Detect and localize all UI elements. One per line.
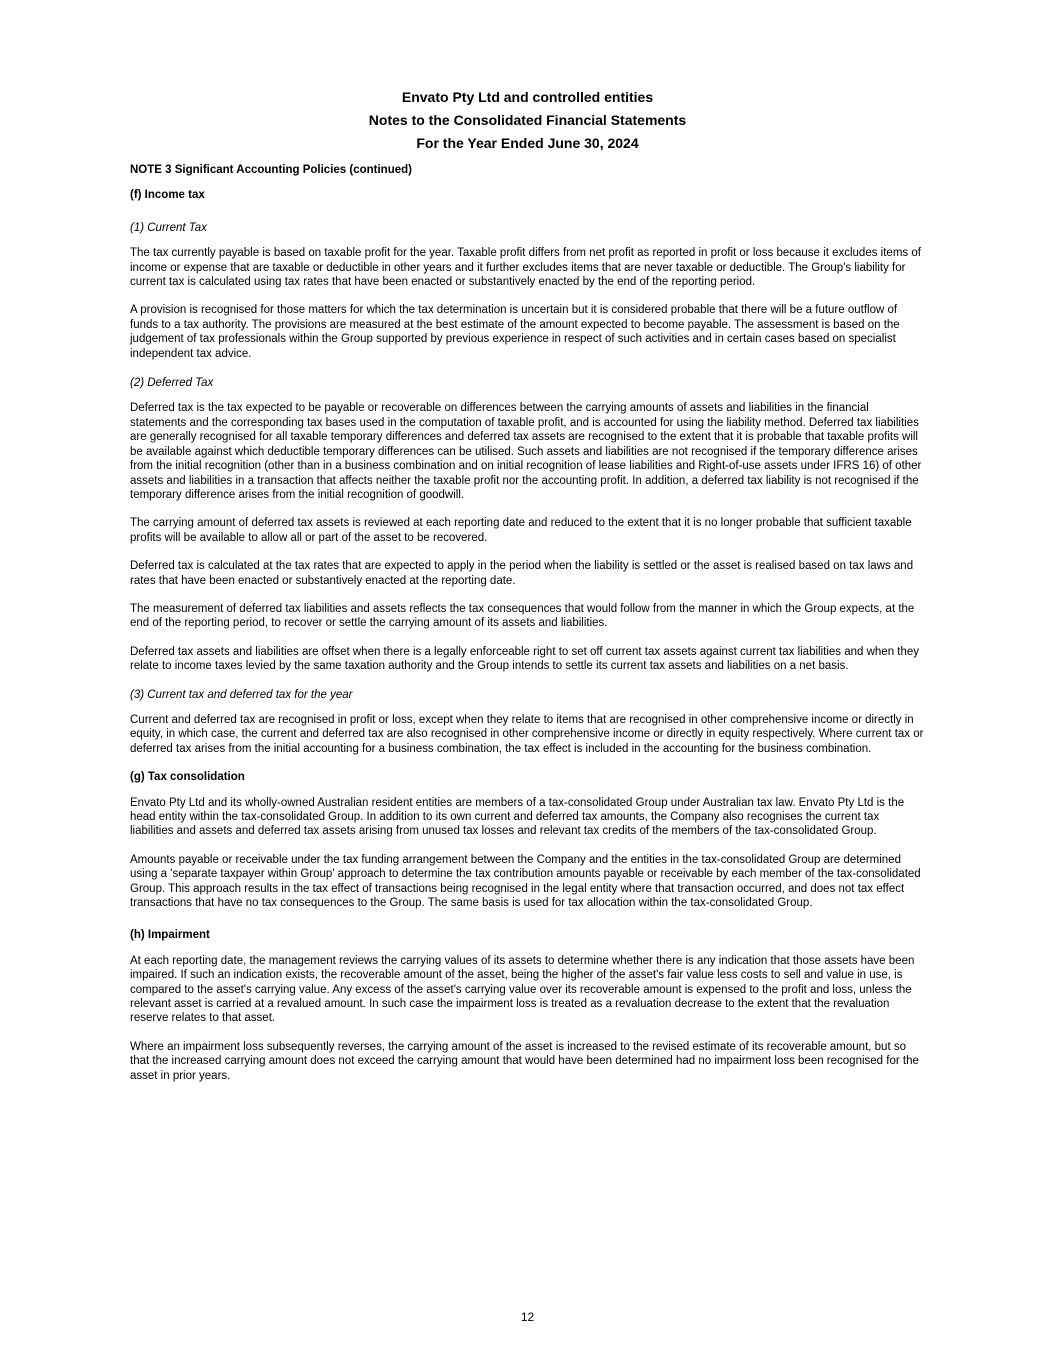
paragraph: The measurement of deferred tax liabilities and assets reflects the tax consequences that would follow from the manner in which the Group expects, at the end of the reporting period, to recover or settle the carrying amount of its assets and liabilities.: [130, 602, 915, 630]
paragraph: Deferred tax assets and liabilities are offset when there is a legally enforceable right to set off current tax assets against current tax liabilities and when they relate to income taxes levied by the same taxation authority and the Group intends to settle its current tax assets and liabilities on a net basis.: [130, 645, 920, 673]
subsection-f3-heading: (3) Current tax and deferred tax for the year: [130, 688, 353, 701]
page-number: 12: [520, 1310, 535, 1324]
paragraph: Envato Pty Ltd and its wholly-owned Australian resident entities are members of a tax-consolidated Group under Australian tax law. Envato Pty Ltd is the head entity within the tax-consolidated Group. In addition to its own current and deferred tax amounts, the Company also recognises the current tax liabilities and assets and deferred tax assets arising from unused tax losses and relevant tax credits of the members of the tax-consolidated Group.: [130, 796, 905, 838]
section-g-heading: (g) Tax consolidation: [130, 771, 245, 784]
paragraph: Current and deferred tax are recognised in profit or loss, except when they relate to items that are recognised in other comprehensive income or directly in equity, in which case, the current and deferred tax are also recognised in other comprehensive income or directly in equity respectively. Where current tax or deferred tax arises from the initial accounting for a business combination, the tax effect is included in the accounting for the business combination.: [130, 713, 924, 755]
company-title: Envato Pty Ltd and controlled entities: [401, 89, 654, 105]
period-title: For the Year Ended June 30, 2024: [416, 135, 639, 151]
paragraph: Amounts payable or receivable under the tax funding arrangement between the Company and the entities in the tax-consolidated Group are determined using a 'separate taxpayer within Group' approach to determine the tax contribution amounts payable or receivable by each member of the tax-consolidated Group. This approach results in the tax effect of transactions being recognised in the legal entity where that transaction occurred, and does not tax effect transactions that have no tax consequences to the Group. The same basis is used for tax allocation within the tax-consolidated Group.: [130, 853, 921, 910]
subsection-f2-heading: (2) Deferred Tax: [130, 377, 214, 390]
document-body: [130, 163, 925, 1083]
paragraph: Deferred tax is calculated at the tax rates that are expected to apply in the period when the liability is settled or the asset is realised based on tax laws and rates that have been enacted or substantively enacted at the reporting date.: [130, 560, 914, 587]
section-f-heading: (f) Income tax: [130, 189, 205, 202]
paragraph: A provision is recognised for those matters for which the tax determination is uncertain but it is considered probable that there will be a future outflow of funds to a tax authority. The provisions are measured at the best estimate of the amount expected to become payable. The assessment is based on the judgement of tax professionals within the Group supported by previous experience in respect of such activities and in certain cases based on specialist independent tax advice.: [130, 304, 900, 360]
paragraph: The carrying amount of deferred tax assets is reviewed at each reporting date and reduced to the extent that it is no longer probable that sufficient taxable profits will be available to allow all or part of the asset to be recovered.: [130, 517, 912, 544]
paragraph: At each reporting date, the management reviews the carrying values of its assets to determine whether there is any indication that those assets have been impaired. If such an indication exists, the recoverable amount of the asset, being the higher of the asset's fair value less costs to sell and value in use, is compared to the asset's carrying value. Any excess of the asset's carrying value over its recoverable amount is expensed to the profit and loss, unless the relevant asset is carried at a revalued amount. In such case the impairment loss is treated as a revaluation decrease to the extent that the revaluation reserve relates to that asset.: [130, 954, 915, 1025]
paragraph: Where an impairment loss subsequently reverses, the carrying amount of the asset is increased to the revised estimate of its recoverable amount, but so that the increased carrying amount does not exceed the carrying amount that would have been determined had no impairment loss been recognised for the asset in prior years.: [130, 1040, 919, 1082]
paragraph: Deferred tax is the tax expected to be payable or recoverable on differences between the carrying amounts of assets and liabilities in the financial statements and the corresponding tax bases used in the computation of taxable profit, and is accounted for using the liability method. Deferred tax liabilities are generally recognised for all taxable temporary differences and deferred tax assets are recognised to the extent that it is probable that taxable profits will be available against which deductible temporary differences can be utilised. Such assets and liabilities are not recognised if the temporary difference arises from the initial recognition (other than in a business combination and on initial recognition of lease liabilities and Right-of-use assets under IFRS 16) of other assets and liabilities in a transaction that affects neither the taxable profit nor the accounting profit. In addition, a deferred tax liability is not recognised if the temporary difference arises from the initial recognition of goodwill.: [130, 402, 922, 501]
paragraph: The tax currently payable is based on taxable profit for the year. Taxable profit differs from net profit as reported in profit or loss because it excludes items of income or expense that are taxable or deductible in other years and it further excludes items that are never taxable or deductible. The Group's liability for current tax is calculated using tax rates that have been enacted or substantively enacted by the end of the reporting period.: [130, 247, 921, 289]
note-heading: NOTE 3 Significant Accounting Policies (continued): [130, 164, 412, 176]
section-h-heading: (h) Impairment: [130, 929, 210, 942]
subsection-f1-heading: (1) Current Tax: [130, 221, 207, 234]
document-title: Notes to the Consolidated Financial Statements: [368, 112, 687, 128]
document-header: [0, 0, 1055, 155]
